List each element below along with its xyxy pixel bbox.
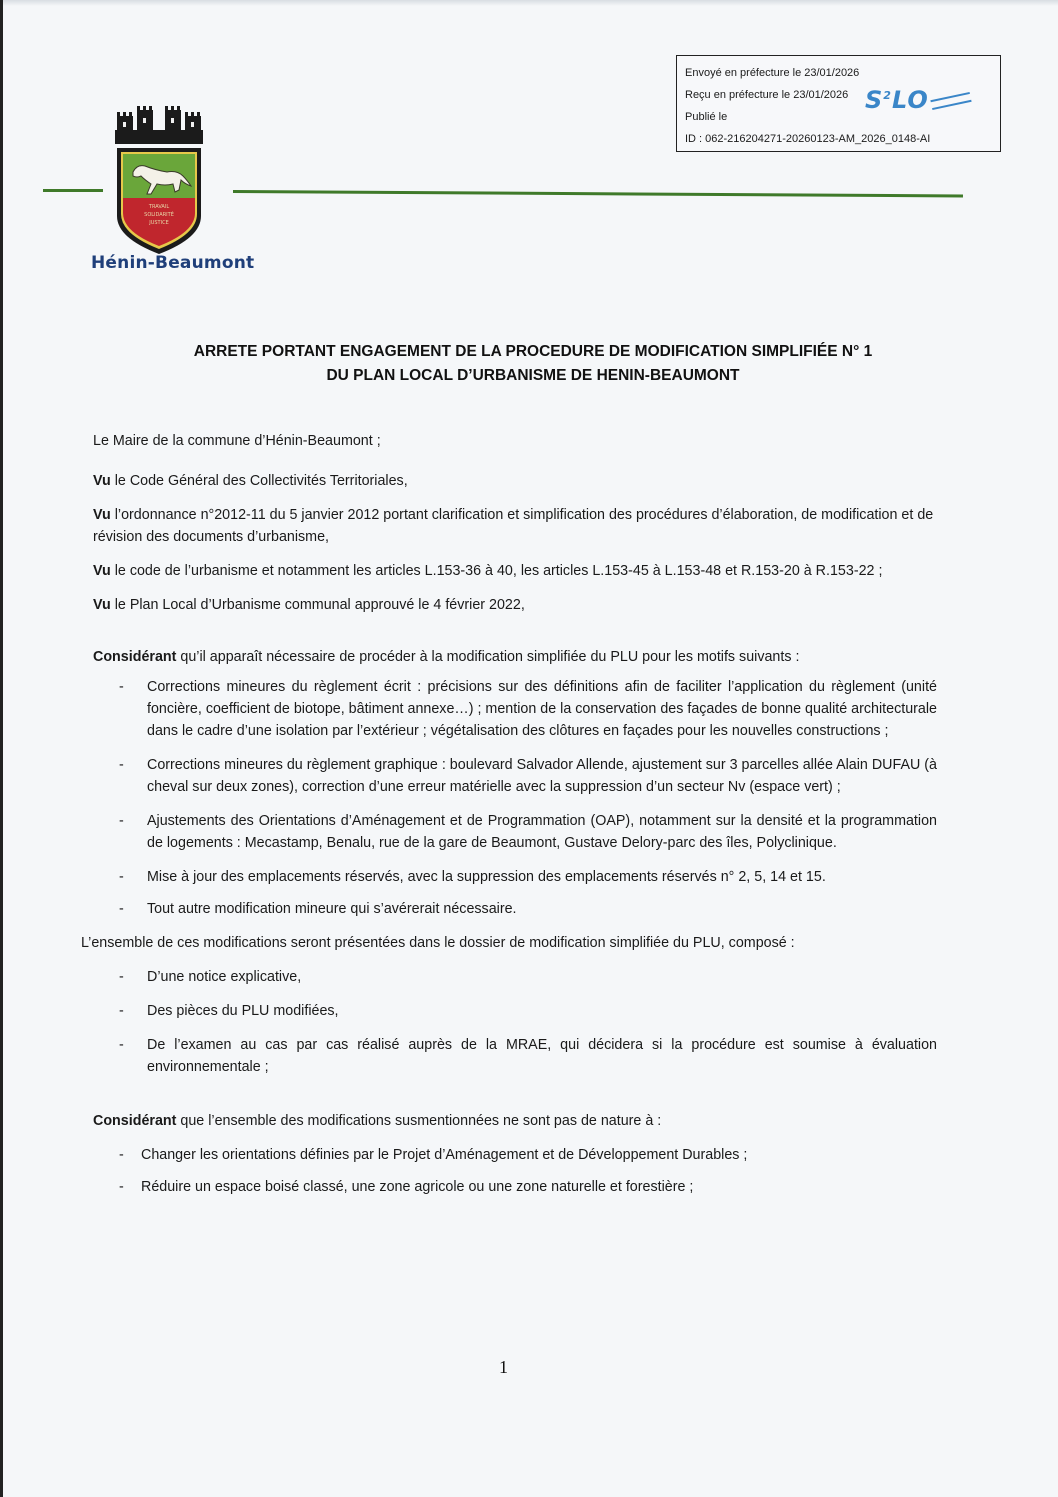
header-rule-right (233, 190, 963, 197)
nature-list (81, 1144, 937, 1198)
sig-lo: LO (891, 86, 929, 114)
vu-paragraph-2 (93, 504, 937, 548)
motifs-list (81, 676, 937, 920)
vu-label: Vu (93, 473, 111, 489)
list-item: - Des pièces du PLU modifiées, (81, 1000, 937, 1022)
city-name: Hénin-Beaumont (91, 253, 255, 273)
header-rule-left (43, 189, 103, 192)
considerant-text: qu’il apparaît nécessaire de procéder à la modification simplifiée du PLU pour les motifs suivants : (176, 649, 800, 665)
list-item: - Ajustements des Orientations d’Aménagement et de Programmation (OAP), notamment sur la densité et la programmation de logements : Mecastamp, Benalu, rue de la gare de Beaumont, Gustave Delory-parc des îles, Polyclinique. (81, 810, 937, 854)
document-title (103, 340, 963, 388)
list-item: - De l’examen au cas par cas réalisé auprès de la MRAE, qui décidera si la procédure est soumise à évaluation environnementale ; (81, 1034, 937, 1078)
page-number: 1 (499, 1357, 508, 1377)
stamp-id: ID : 062-216204271-20260123-AM_2026_0148-AI (685, 133, 931, 145)
vu-label: Vu (93, 563, 111, 579)
list-item: - D’une notice explicative, (81, 966, 937, 988)
sig-s: S (865, 86, 884, 114)
vu-label: Vu (93, 507, 111, 523)
scan-edge (3, 0, 1058, 6)
document-body (81, 430, 937, 1198)
list-item: - Changer les orientations définies par le Projet d’Aménagement et de Développement Durables ; (81, 1144, 937, 1166)
svg-text:SOLIDARITÉ: SOLIDARITÉ (144, 212, 174, 218)
vu-text: le Code Général des Collectivités Territoriales, (110, 473, 408, 489)
vu-text: le code de l’urbanisme et notamment les articles L.153-36 à 40, les articles L.153-45 à L.153-48 et R.153-20 à R.153-22 ; (110, 563, 883, 579)
considerant-label: Considérant (93, 649, 177, 665)
list-item: - Tout autre modification mineure qui s’avérerait nécessaire. (81, 898, 937, 920)
coat-of-arms-icon (111, 106, 207, 256)
vu-paragraph-3 (93, 560, 937, 582)
svg-text:JUSTICE: JUSTICE (149, 220, 169, 226)
vu-text: le Plan Local d’Urbanisme communal approuvé le 4 février 2022, (110, 597, 525, 613)
vu-paragraph-1 (93, 470, 937, 492)
intro-paragraph: Le Maire de la commune d’Hénin-Beaumont ; (93, 433, 381, 449)
considerant-paragraph-1 (93, 646, 937, 668)
sig-tail (930, 92, 971, 110)
prefecture-stamp (676, 55, 1001, 152)
stamp-published: Publié le (685, 111, 728, 123)
vu-paragraph-4 (93, 594, 937, 616)
considerant-text: que l’ensemble des modifications susmentionnées ne sont pas de nature à : (176, 1113, 662, 1129)
list-item: - Mise à jour des emplacements réservés, avec la suppression des emplacements réservés n° 2, 5, 14 et 15. (81, 866, 937, 888)
list-item: - Corrections mineures du règlement graphique : boulevard Salvador Allende, ajustement sur 3 parcelles allée Alain DUFAU (à cheval sur deux zones), correction d’une erreur matérielle avec la suppression d’un secteur Nv (espace vert) ; (81, 754, 937, 798)
dossier-list (81, 966, 937, 1078)
stamp-sent: Envoyé en préfecture le 23/01/2026 (685, 67, 860, 79)
s2lo-signature-icon (865, 86, 971, 114)
vu-label: Vu (93, 597, 111, 613)
title-line-1: ARRETE PORTANT ENGAGEMENT DE LA PROCEDURE DE MODIFICATION SIMPLIFIÉE N° 1 (193, 343, 873, 360)
sig-sup: 2 (883, 89, 892, 102)
list-item: - Réduire un espace boisé classé, une zone agricole ou une zone naturelle et forestière ; (81, 1176, 937, 1198)
considerant-paragraph-2 (93, 1110, 937, 1132)
considerant-label: Considérant (93, 1113, 177, 1129)
list-item: - Corrections mineures du règlement écrit : précisions sur des définitions afin de faciliter l’application du règlement (unité foncière, coefficient de biotope, bâtiment annexe…) ; mention de la conservation des façades de bonne qualité architecturale dans le cadre d’une isolation par l’extérieur ; végétalisation des clôtures en façades pour les nouvelles constructions ; (81, 676, 937, 742)
stamp-received: Reçu en préfecture le 23/01/2026 (685, 89, 849, 101)
vu-text: l’ordonnance n°2012-11 du 5 janvier 2012 portant clarification et simplification des procédures d’élaboration, de modification et de révision des documents d’urbanisme, (93, 507, 934, 545)
title-line-2: DU PLAN LOCAL D’URBANISME DE HENIN-BEAUMONT (326, 367, 740, 384)
svg-text:TRAVAIL: TRAVAIL (148, 204, 170, 210)
ensemble-paragraph: L’ensemble de ces modifications seront présentées dans le dossier de modification simplifiée du PLU, composé : (81, 935, 795, 951)
